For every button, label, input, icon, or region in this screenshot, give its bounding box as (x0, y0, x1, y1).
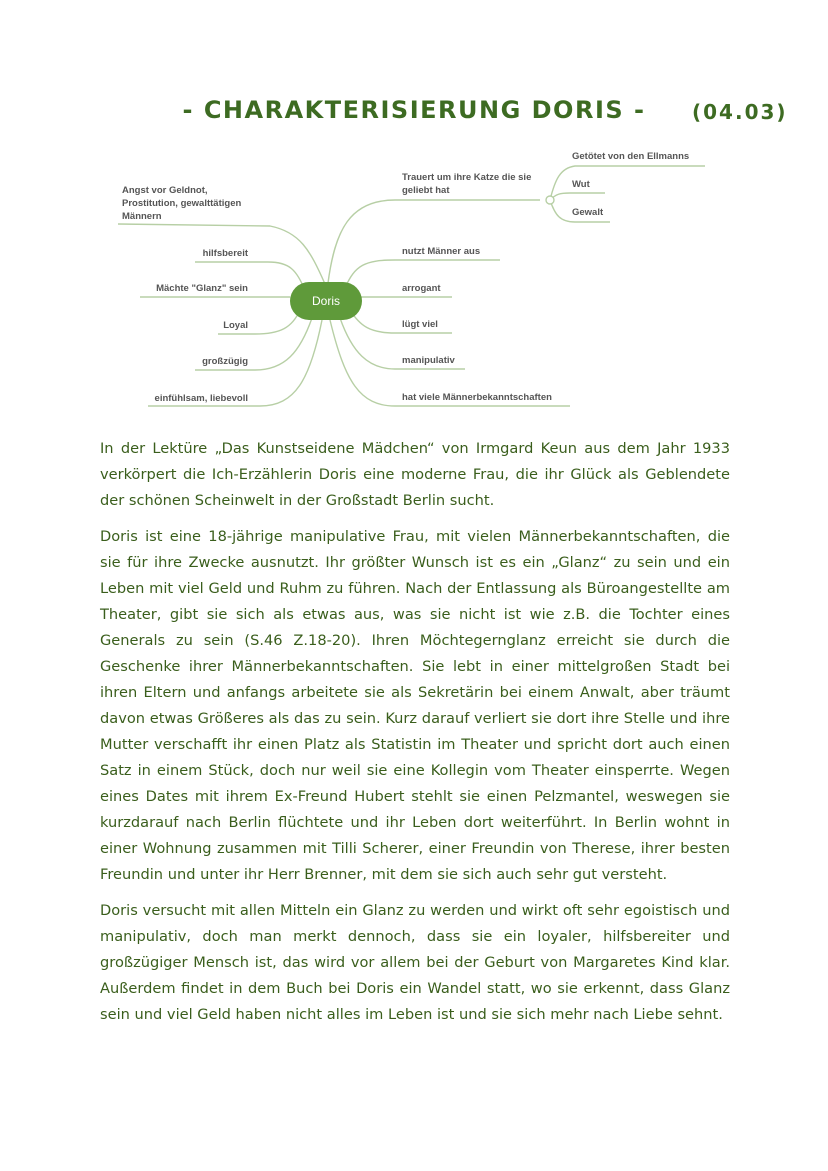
mindmap-label: hat viele Männerbekanntschaften (402, 392, 552, 403)
mindmap-label: Getötet von den Ellmanns (572, 151, 690, 162)
essay-body (100, 436, 730, 1038)
mindmap-label: Wut (572, 179, 590, 190)
mindmap-label: einfühlsam, liebevoll (154, 393, 248, 404)
mindmap-label: Prostitution, gewalttätigen (122, 198, 242, 209)
mindmap-label: hilfsbereit (202, 248, 248, 259)
paragraph: Doris ist eine 18-jährige manipulative Frau, mit vielen Männerbekanntschaften, die sie für ihre Zwecke ausnutzt. Ihr größter Wunsch ist es ein „Glanz“ zu sein und ein Leben mit viel Geld und Ruhm zu führen. Nach der Entlassung als Büroangestellte am Theater, gibt sie sich als etwas aus, was sie nicht ist wie z.B. die Tochter eines Generals zu sein (S.46 Z.18-20). Ihren Möchtegernglanz erreicht sie durch die Geschenke ihrer Männerbekanntschaften. Sie lebt in einer mittelgroßen Stadt bei ihren Eltern und anfangs arbeitete sie als Sekretärin bei einem Anwalt, aber träumt davon etwas Größeres als das zu sein. Kurz darauf verliert sie dort ihre Stelle und ihre Mutter verschafft ihr einen Platz als Statistin im Theater und spricht dort auch einen Satz in einem Stück, doch nur weil sie eine Kollegin vom Theater einsperrte. Wegen eines Dates mit ihrem Ex-Freund Hubert stehlt sie einen Pelzmantel, weswegen sie kurzdarauf nach Berlin flüchtete und ihr Leben dort weiterführt. In Berlin wohnt in einer Wohnung zusammen mit Tilli Scherer, einer Freundin von Therese, ihrer besten Freundin und unter ihr Herr Brenner, mit dem sie sich auch sehr gut versteht. (100, 528, 730, 883)
date-label: (04.03) (692, 100, 788, 124)
mindmap-label: Gewalt (572, 207, 604, 218)
mindmap-label: nutzt Männer aus (402, 246, 481, 257)
mindmap-label: arrogant (402, 283, 441, 294)
paragraph: In der Lektüre „Das Kunstseidene Mädchen“ von Irmgard Keun aus dem Jahr 1933 verkörpert die Ich-Erzählerin Doris eine moderne Frau, die ihr Glück als Geblendete der schönen Scheinwelt in der Großstadt Berlin sucht. (100, 440, 730, 509)
mindmap-label: lügt viel (402, 319, 438, 330)
mindmap-label: Mächte "Glanz" sein (156, 283, 248, 294)
mindmap (0, 0, 828, 420)
paragraph: Doris versucht mit allen Mitteln ein Glanz zu werden und wirkt oft sehr egoistisch und manipulativ, doch man merkt dennoch, dass sie ein loyaler, hilfsbereiter und großzügiger Mensch ist, das wird vor allem bei der Geburt von Margaretes Kind klar. Außerdem findet in dem Buch bei Doris ein Wandel statt, wo sie erkennt, dass Glanz sein und viel Geld haben nicht alles im Leben ist und sie sich mehr nach Liebe sehnt. (100, 902, 730, 1023)
mindmap-label: Männern (122, 211, 162, 222)
mindmap-junction (546, 196, 554, 204)
mindmap-link (328, 200, 540, 283)
mindmap-label: Angst vor Geldnot, (122, 185, 208, 196)
mindmap-label: manipulativ (402, 355, 455, 366)
page-title: - CHARAKTERISIERUNG DORIS - (182, 96, 646, 124)
mindmap-label: Loyal (223, 320, 248, 331)
mindmap-center-label: Doris (311, 294, 341, 308)
mindmap-label: geliebt hat (402, 185, 450, 196)
mindmap-label: großzügig (202, 356, 248, 367)
mindmap-link (550, 193, 605, 200)
mindmap-label: Trauert um ihre Katze die sie (402, 172, 532, 183)
